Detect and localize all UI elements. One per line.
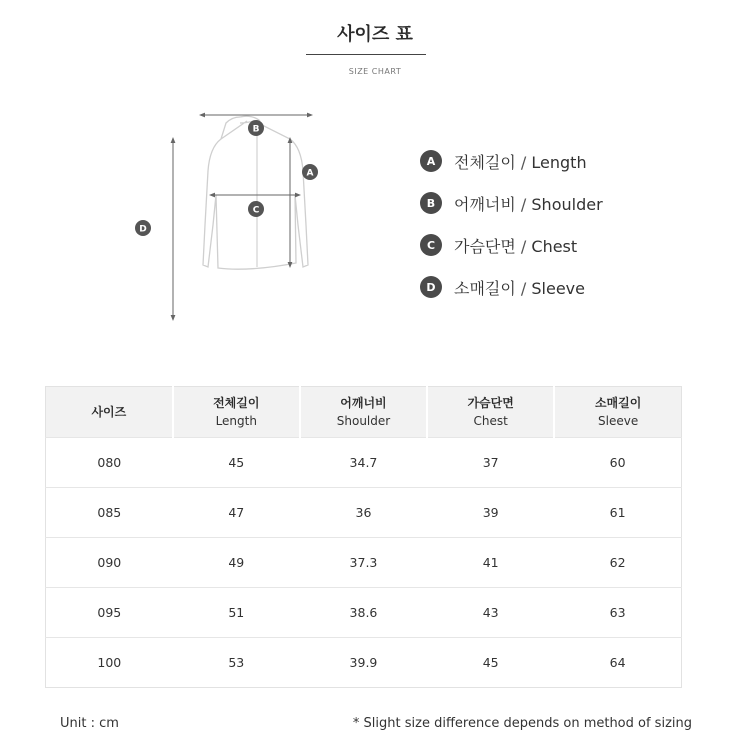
shoulder-cell: 39.9	[300, 638, 427, 688]
chest-cell: 45	[427, 638, 554, 688]
title-divider	[306, 54, 426, 55]
legend-badge: B	[420, 192, 442, 214]
sleeve-cell: 62	[554, 538, 681, 588]
legend-label-en: Shoulder	[531, 194, 603, 214]
legend-label-ko: 가슴단면	[454, 236, 516, 256]
column-header-size: 사이즈	[46, 387, 173, 438]
legend-label-ko: 어깨너비	[454, 194, 516, 214]
sleeve-cell: 60	[554, 438, 681, 488]
size-cell: 100	[46, 638, 173, 688]
svg-text:D: D	[139, 224, 147, 235]
length-cell: 51	[173, 588, 300, 638]
sleeve-cell: 61	[554, 488, 681, 538]
size-cell: 095	[46, 588, 173, 638]
legend-label: 어깨너비 / Shoulder	[454, 194, 603, 214]
table-row	[46, 488, 682, 538]
length-cell: 45	[173, 438, 300, 488]
chest-cell: 41	[427, 538, 554, 588]
legend-label-en: Sleeve	[531, 278, 585, 298]
shoulder-cell: 36	[300, 488, 427, 538]
size-cell: 085	[46, 488, 173, 538]
marker-c	[248, 201, 264, 217]
legend-badge: A	[420, 150, 442, 172]
page-subtitle: SIZE CHART	[348, 67, 402, 76]
legend-item-chest	[420, 224, 603, 266]
sleeve-cell: 64	[554, 638, 681, 688]
shoulder-cell: 38.6	[300, 588, 427, 638]
size-cell: 090	[46, 538, 173, 588]
shoulder-cell: 34.7	[300, 438, 427, 488]
table-row	[46, 538, 682, 588]
legend-label: 가슴단면 / Chest	[454, 236, 578, 256]
unit-note: Unit : cm	[60, 716, 119, 731]
svg-text:C: C	[252, 205, 260, 216]
legend-label-ko: 소매길이	[454, 278, 516, 298]
size-cell: 080	[46, 438, 173, 488]
svg-text:B: B	[252, 124, 260, 135]
sizing-disclaimer: * Slight size difference depends on method of sizing	[352, 716, 692, 731]
legend-badge: D	[420, 276, 442, 298]
page-title: 사이즈 표	[337, 24, 413, 45]
garment-outline	[203, 116, 308, 269]
table-row	[46, 638, 682, 688]
legend-label-ko: 전체길이	[454, 152, 516, 172]
legend-item-sleeve	[420, 266, 603, 308]
chest-cell: 43	[427, 588, 554, 638]
size-table	[45, 386, 682, 688]
legend-label: 전체길이 / Length	[454, 152, 587, 172]
shoulder-cell: 37.3	[300, 538, 427, 588]
legend-label-en: Length	[531, 152, 587, 172]
table-header-row	[46, 387, 682, 438]
measurement-legend	[420, 140, 603, 308]
legend-badge: C	[420, 234, 442, 256]
marker-d	[135, 220, 151, 236]
length-cell: 47	[173, 488, 300, 538]
legend-label: 소매길이 / Sleeve	[454, 278, 585, 298]
column-header-length: 전체길이 Length	[173, 387, 300, 438]
chest-cell: 37	[427, 438, 554, 488]
marker-a	[302, 164, 318, 180]
marker-b	[248, 120, 264, 136]
svg-text:A: A	[306, 168, 314, 179]
chest-cell: 39	[427, 488, 554, 538]
legend-item-length	[420, 140, 603, 182]
column-header-shoulder: 어깨너비 Shoulder	[300, 387, 427, 438]
column-header-chest: 가슴단면 Chest	[427, 387, 554, 438]
table-row	[46, 438, 682, 488]
sleeve-cell: 63	[554, 588, 681, 638]
length-cell: 49	[173, 538, 300, 588]
table-row	[46, 588, 682, 638]
legend-label-en: Chest	[531, 236, 578, 256]
length-cell: 53	[173, 638, 300, 688]
garment-diagram	[120, 105, 350, 335]
legend-item-shoulder	[420, 182, 603, 224]
column-header-sleeve: 소매길이 Sleeve	[554, 387, 681, 438]
